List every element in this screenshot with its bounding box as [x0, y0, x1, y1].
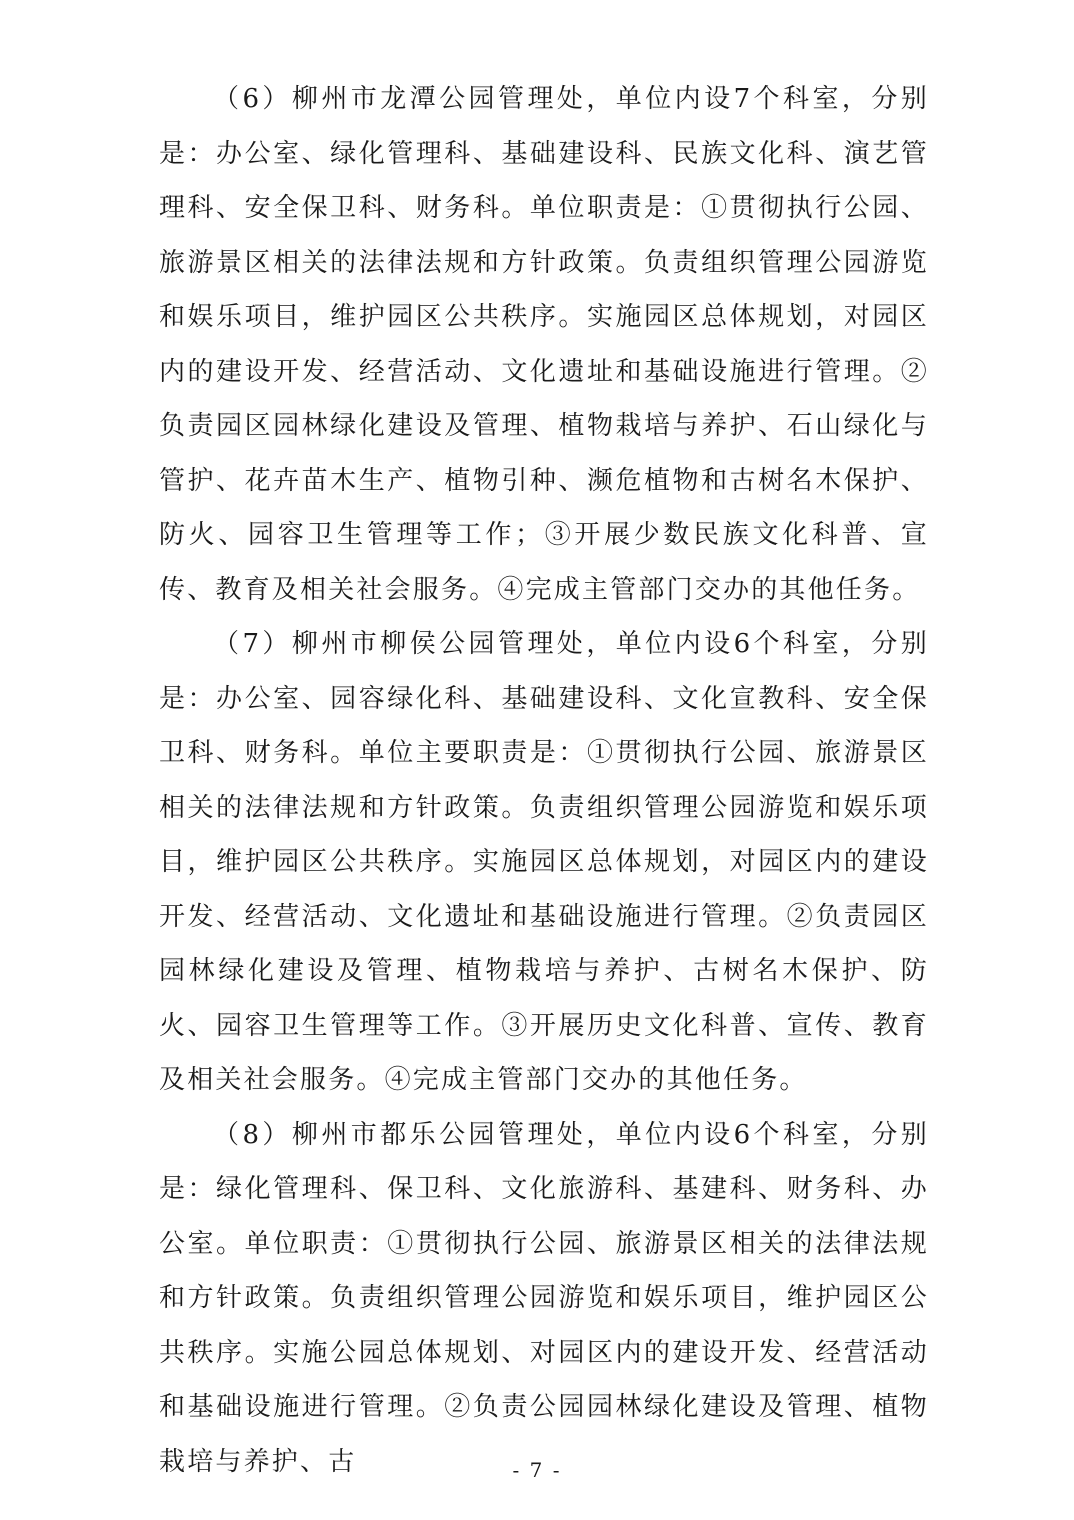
page-number: - 7 - [512, 1458, 562, 1482]
paragraph-longtan-park: （6）柳州市龙潭公园管理处，单位内设7个科室，分别是：办公室、绿化管理科、基础建设科、民族文化科、演艺管理科、安全保卫科、财务科。单位职责是：①贯彻执行公园、旅游景区相关的法律法规和方针政策。负责组织管理公园游览和娱乐项目，维护园区公共秩序。实施园区总体规划，对园区内的建设开发、经营活动、文化遗址和基础设施进行管理。②负责园区园林绿化建设及管理、植物栽培与养护、石山绿化与管护、花卉苗木生产、植物引种、濒危植物和古树名木保护、防火、园容卫生管理等工作；③开展少数民族文化科普、宣传、教育及相关社会服务。④完成主管部门交办的其他任务。 [159, 84, 929, 605]
body-text [159, 72, 929, 1489]
paragraph-dule-park: （8）柳州市都乐公园管理处，单位内设6个科室，分别是：绿化管理科、保卫科、文化旅游科、基建科、财务科、办公室。单位职责：①贯彻执行公园、旅游景区相关的法律法规和方针政策。负责组织管理公园游览和娱乐项目，维护园区公共秩序。实施公园总体规划、对园区内的建设开发、经营活动和基础设施进行管理。②负责公园园林绿化建设及管理、植物栽培与养护、古 [159, 1119, 929, 1477]
paragraph-liuhou-park: （7）柳州市柳侯公园管理处，单位内设6个科室，分别是：办公室、园容绿化科、基础建设科、文化宣教科、安全保卫科、财务科。单位主要职责是：①贯彻执行公园、旅游景区相关的法律法规和方针政策。负责组织管理公园游览和娱乐项目，维护园区公共秩序。实施园区总体规划，对园区内的建设开发、经营活动、文化遗址和基础设施进行管理。②负责园区园林绿化建设及管理、植物栽培与养护、古树名木保护、防火、园容卫生管理等工作。③开展历史文化科普、宣传、教育及相关社会服务。④完成主管部门交办的其他任务。 [159, 629, 929, 1095]
